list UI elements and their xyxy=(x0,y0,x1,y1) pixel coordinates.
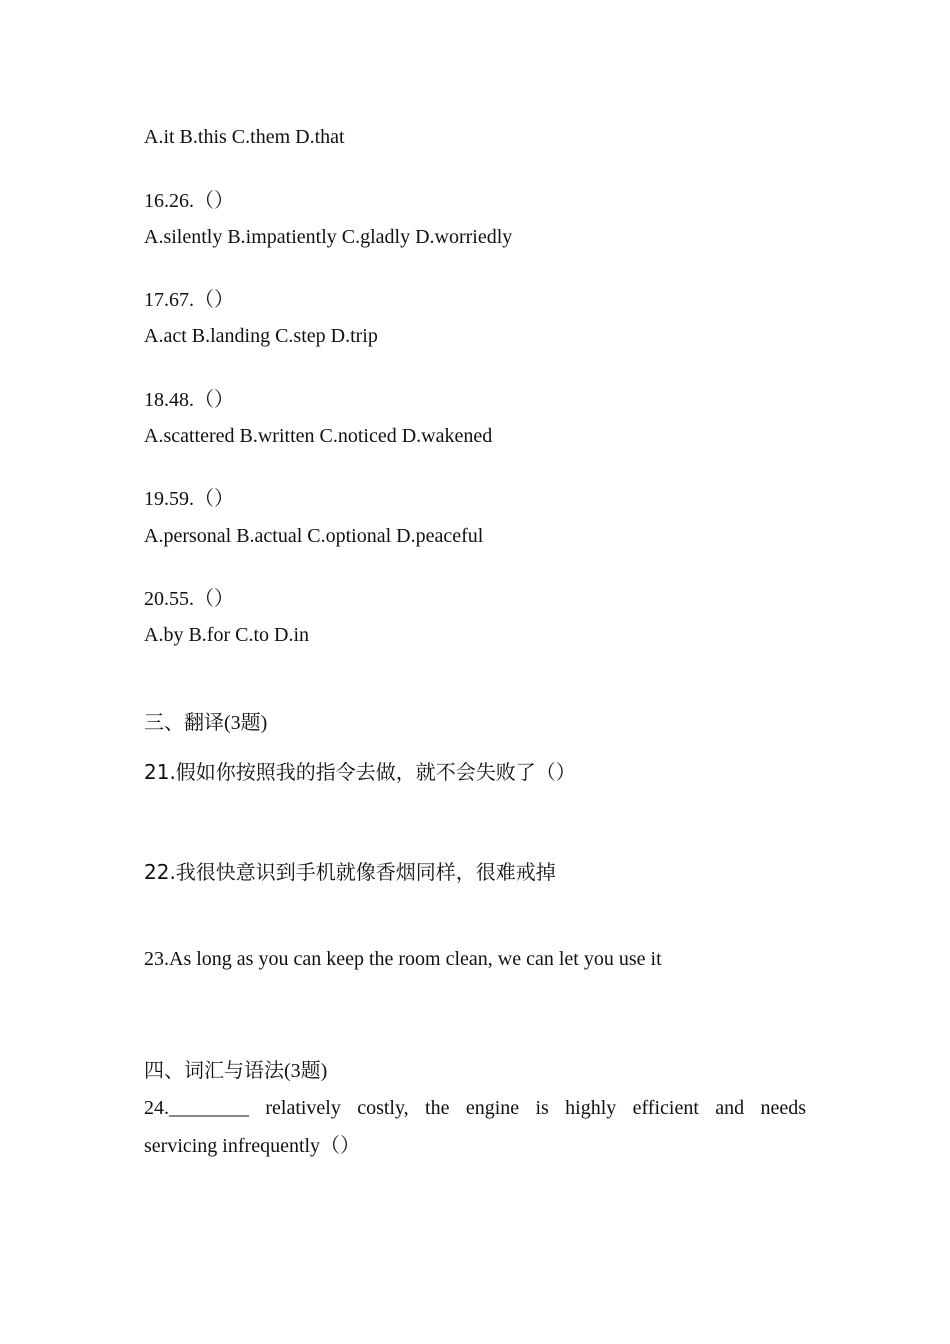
q19-options: A.personal B.actual C.optional D.peaceful xyxy=(144,525,484,547)
section4-title: 四、词汇与语法(3题) xyxy=(144,1060,328,1082)
q17-stem: 17.67.（） xyxy=(144,289,234,311)
q22-text: 22.我很快意识到手机就像香烟同样，很难戒掉 xyxy=(144,860,556,884)
q16-stem: 16.26.（） xyxy=(144,190,234,212)
q24-line2: servicing infrequently（） xyxy=(144,1135,361,1157)
q24-line1: 24.________ relatively costly, the engine is highly efficient and needs xyxy=(144,1097,806,1119)
q23-text: 23.As long as you can keep the room clean, we can let you use it xyxy=(144,948,662,970)
q20-options: A.by B.for C.to D.in xyxy=(144,624,309,646)
q21-text: 21.假如你按照我的指令去做，就不会失败了（） xyxy=(144,760,576,784)
q20-stem: 20.55.（） xyxy=(144,588,234,610)
q16-options: A.silently B.impatiently C.gladly D.worriedly xyxy=(144,226,513,248)
q18-options: A.scattered B.written C.noticed D.wakened xyxy=(144,425,493,447)
q15-options: A.it B.this C.them D.that xyxy=(144,126,345,148)
q19-stem: 19.59.（） xyxy=(144,488,234,510)
section3-title: 三、翻译(3题) xyxy=(144,712,268,734)
q17-options: A.act B.landing C.step D.trip xyxy=(144,325,378,347)
q18-stem: 18.48.（） xyxy=(144,389,234,411)
